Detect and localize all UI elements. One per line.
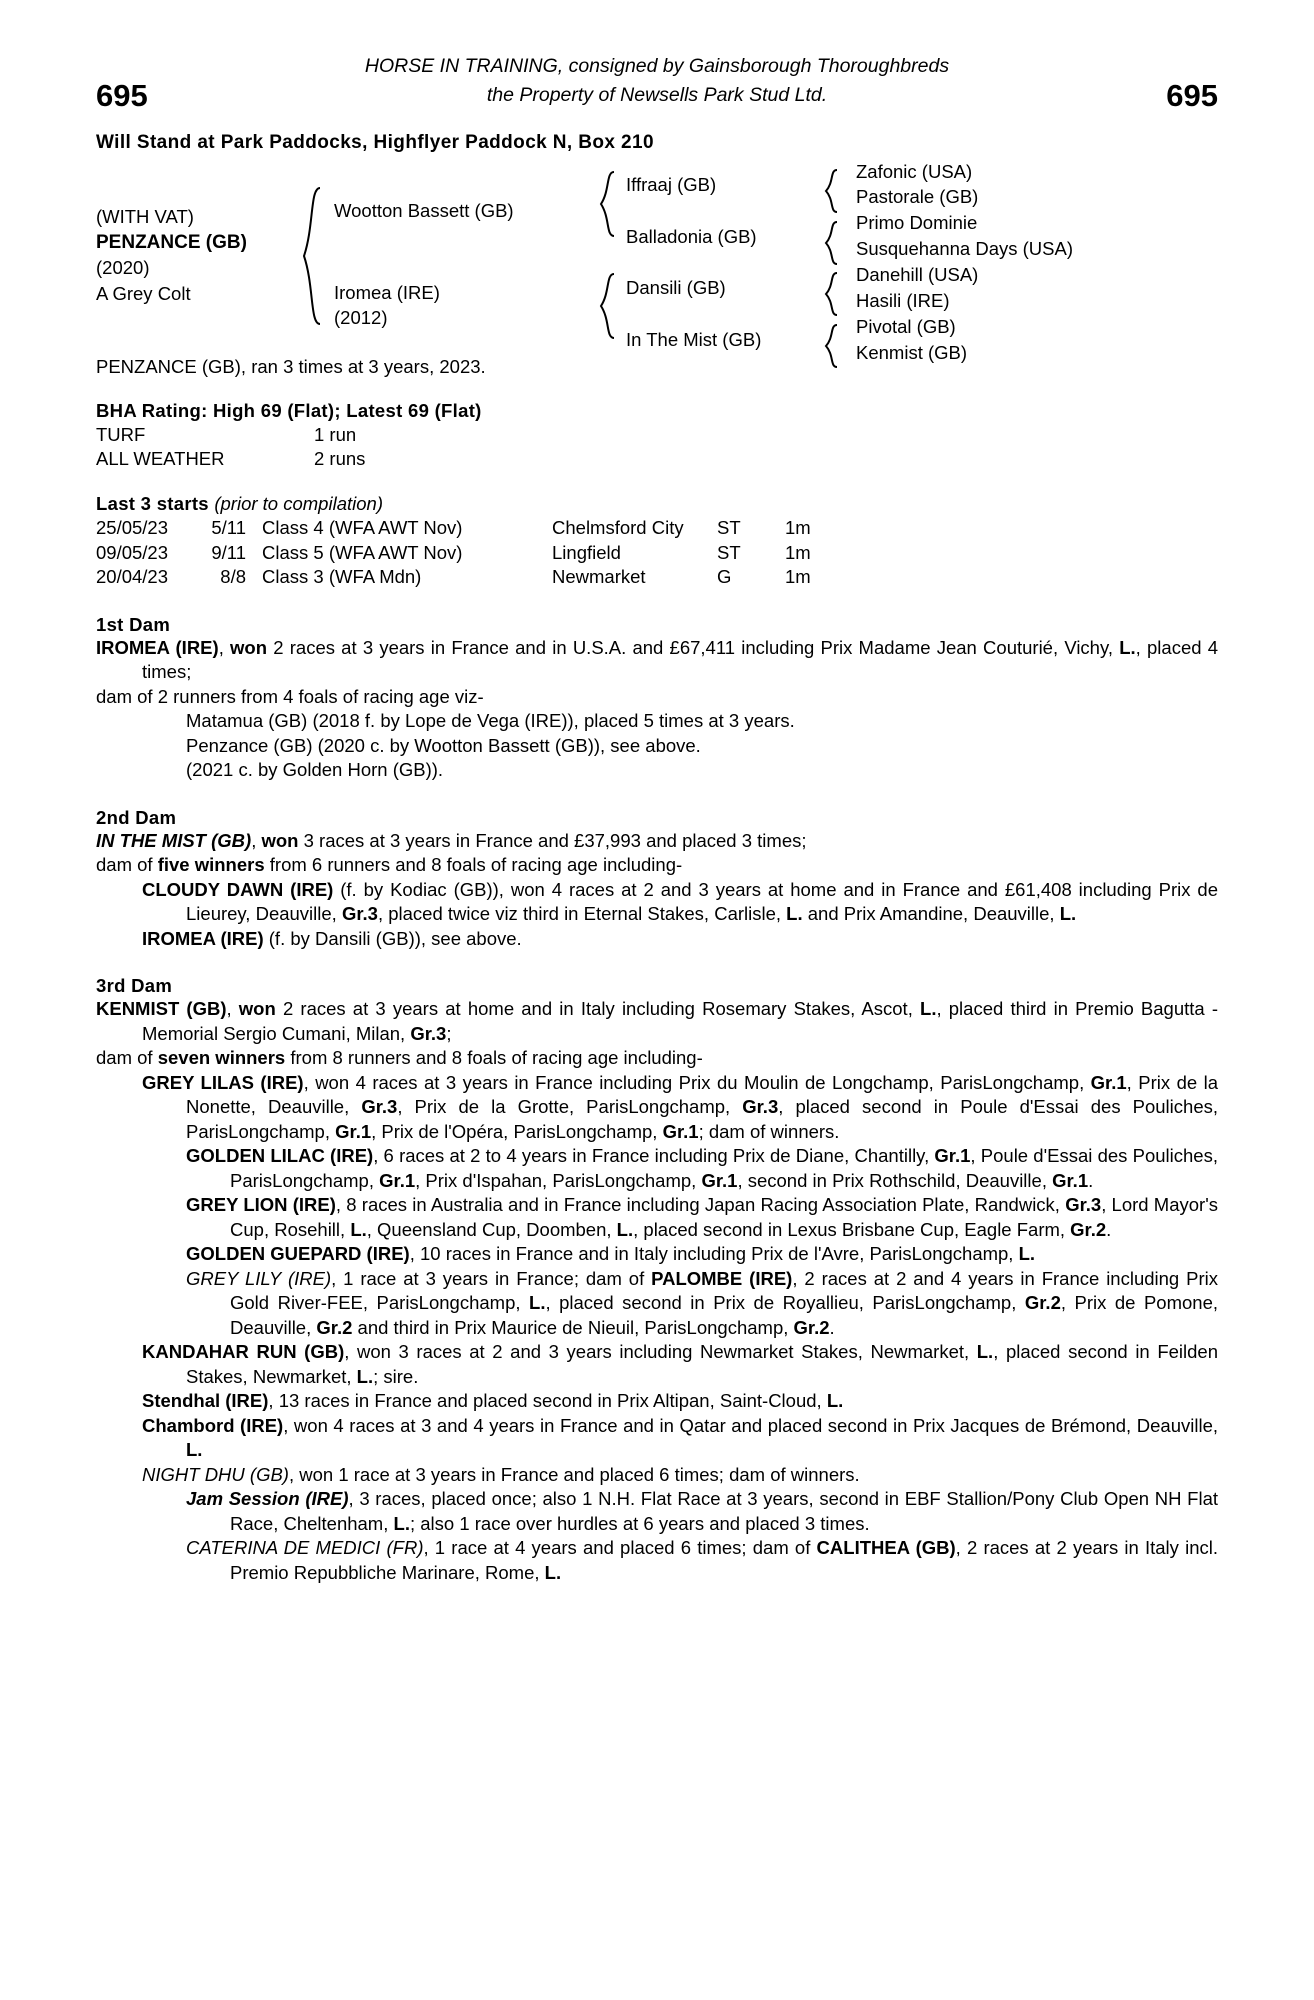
table-row xyxy=(96,447,1218,471)
g4-3: Primo Dominie xyxy=(856,212,978,233)
start-course: Chelmsford City xyxy=(552,517,684,538)
surface-runs-table xyxy=(96,423,1218,471)
g4-1: Zafonic (USA) xyxy=(856,161,973,182)
table-row xyxy=(96,541,1218,566)
g4-5: Danehill (USA) xyxy=(856,264,979,285)
g4-7: Pivotal (GB) xyxy=(856,316,956,337)
progeny-item: GREY LILY (IRE), 1 race at 3 years in France; dam of PALOMBE (IRE), 2 races at 2 and 4 years in France including Prix Gold River-FEE, ParisLongchamp, L., placed second in Prix de Royallieu, ParisLongchamp, Gr.2, Prix de Pomone, Deauville, Gr.2 and third in Prix Maurice de Nieuil, ParisLongchamp, Gr.2. xyxy=(186,1267,1218,1338)
last-starts-table xyxy=(96,516,1218,590)
txt: , xyxy=(226,998,239,1019)
progeny-name: CLOUDY DAWN (IRE) xyxy=(142,878,334,900)
last-starts-heading xyxy=(96,493,1218,515)
progeny-item: Penzance (GB) (2020 c. by Wootton Bassett (GB)), see above. xyxy=(186,734,701,756)
header-line-2: the Property of Newsells Park Stud Ltd. xyxy=(486,84,828,106)
brace-g4-4 xyxy=(822,323,840,369)
second-dam-paragraph xyxy=(96,829,1218,854)
txt: ; xyxy=(446,1022,452,1044)
last-starts-note: (prior to compilation) xyxy=(214,493,383,514)
sire-name: Wootton Bassett (GB) xyxy=(334,200,514,221)
brace-g4-2 xyxy=(822,220,840,266)
lot-number-right: 695 xyxy=(1166,78,1218,113)
surface-label: ALL WEATHER xyxy=(96,448,225,469)
first-dam-name: IROMEA (IRE) xyxy=(96,636,219,658)
header-line-1: HORSE IN TRAINING, consigned by Gainsborough Thoroughbreds xyxy=(364,55,950,77)
brace-level1 xyxy=(296,186,324,326)
progeny-item: NIGHT DHU (GB), won 1 race at 3 years in France and placed 6 times; dam of winners. xyxy=(142,1463,860,1485)
start-distance: 1m xyxy=(785,566,811,587)
txt: from 6 runners and 8 foals of racing age including- xyxy=(264,854,683,875)
start-date: 25/05/23 xyxy=(96,517,169,538)
horse-description: A Grey Colt xyxy=(96,282,191,304)
third-dam-paragraph xyxy=(96,997,1218,1046)
surface-runs: 2 runs xyxy=(314,448,366,469)
start-race: Class 4 (WFA AWT Nov) xyxy=(262,517,463,538)
dam-year: (2012) xyxy=(334,307,388,328)
txt: , placed third in Premio Bagutta - Memorial Sergio Cumani, Milan, xyxy=(142,998,1219,1044)
txt: , placed 4 times; xyxy=(142,636,1219,682)
g4-8: Kenmist (GB) xyxy=(856,342,968,363)
sire-dam: Balladonia (GB) xyxy=(626,226,757,247)
second-dam-name: IN THE MIST (GB) xyxy=(96,829,252,851)
consignor-lines xyxy=(96,52,1218,110)
start-course: Newmarket xyxy=(552,566,646,587)
black-type: L. xyxy=(1119,636,1136,658)
progeny-item xyxy=(96,878,1218,927)
g4-4: Susquehanna Days (USA) xyxy=(856,238,1073,259)
start-going: G xyxy=(717,566,732,587)
pedigree-table xyxy=(96,161,1218,363)
won-label: won xyxy=(230,636,268,658)
txt: , xyxy=(251,829,262,851)
surface-runs: 1 run xyxy=(314,424,357,445)
txt: 2 races at 3 years at home and in Italy including Rosemary Stakes, Ascot, xyxy=(275,998,921,1019)
subject-block xyxy=(96,204,247,306)
start-position: 8/8 xyxy=(220,566,246,587)
dam-sire: Dansili (GB) xyxy=(626,277,726,298)
progeny-item: GREY LION (IRE), 8 races in Australia and in France including Japan Racing Association Plate, Randwick, Gr.3, Lord Mayor's Cup, Rosehill, L., Queensland Cup, Doomben, L., placed second in Lexus Brisbane Cup, Eagle Farm, Gr.2. xyxy=(186,1194,1218,1240)
winners-count: five winners xyxy=(157,854,265,875)
g4-6: Hasili (IRE) xyxy=(856,290,950,311)
txt: dam of xyxy=(96,1047,158,1068)
foaling-year: (2020) xyxy=(96,257,150,278)
brace-g4-3 xyxy=(822,271,840,317)
black-type: L. xyxy=(920,998,937,1019)
surface-label: TURF xyxy=(96,424,146,445)
progeny-text: (f. by Dansili (GB)), see above. xyxy=(263,927,522,949)
progeny-item: GOLDEN GUEPARD (IRE), 10 races in France and in Italy including Prix de l'Avre, ParisLongchamp, L. xyxy=(186,1243,1036,1264)
start-distance: 1m xyxy=(785,541,811,563)
second-dam-damof xyxy=(96,853,1218,878)
txt: , xyxy=(218,636,231,658)
start-course: Lingfield xyxy=(552,541,621,563)
dam-name: Iromea (IRE) xyxy=(334,282,440,303)
second-dam-heading: 2nd Dam xyxy=(96,806,177,828)
brace-g4-1 xyxy=(822,168,840,214)
won-label: won xyxy=(261,829,299,851)
progeny-item xyxy=(96,927,1218,952)
txt: dam of xyxy=(96,854,158,875)
start-going: ST xyxy=(717,517,741,538)
last-starts-title: Last 3 starts xyxy=(96,493,209,514)
start-distance: 1m xyxy=(785,517,811,538)
progeny-item: Matamua (GB) (2018 f. by Lope de Vega (IRE)), placed 5 times at 3 years. xyxy=(186,710,795,731)
bha-rating-heading: BHA Rating: High 69 (Flat); Latest 69 (Flat) xyxy=(96,400,482,421)
lot-number-left: 695 xyxy=(96,78,148,113)
start-date: 20/04/23 xyxy=(96,566,169,587)
progeny-item: GREY LILAS (IRE), won 4 races at 3 years in France including Prix du Moulin de Longchamp, ParisLongchamp, Gr.1, Prix de la Nonette, Deauville, Gr.3, Prix de la Grotte, ParisLongchamp, Gr.3, placed second in Poule d'Essai des Pouliches, ParisLongchamp, Gr.1, Prix de l'Opéra, ParisLongchamp, Gr.1; dam of winners. xyxy=(142,1071,1218,1142)
black-type: Gr.3 xyxy=(410,1022,447,1044)
txt: 3 races at 3 years in France and £37,993 and placed 3 times; xyxy=(298,829,807,851)
dam-dam: In The Mist (GB) xyxy=(626,329,762,350)
start-position: 9/11 xyxy=(211,541,246,563)
start-race: Class 3 (WFA Mdn) xyxy=(262,566,422,587)
progeny-item: Stendhal (IRE), 13 races in France and placed second in Prix Altipan, Saint-Cloud, L. xyxy=(142,1390,844,1411)
progeny-item: GOLDEN LILAC (IRE), 6 races at 2 to 4 years in France including Prix de Diane, Chantilly, Gr.1, Poule d'Essai des Pouliches, ParisLongchamp, Gr.1, Prix d'Ispahan, ParisLongchamp, Gr.1, second in Prix Rothschild, Deauville, Gr.1. xyxy=(186,1145,1218,1191)
progeny-item: (2021 c. by Golden Horn (GB)). xyxy=(186,759,444,780)
table-row xyxy=(96,565,1218,590)
third-dam-damof xyxy=(96,1046,1218,1071)
sire-sire: Iffraaj (GB) xyxy=(626,174,717,195)
progeny-item: Jam Session (IRE), 3 races, placed once; also 1 N.H. Flat Race at 3 years, second in EBF Stallion/Pony Club Open NH Flat Race, Cheltenham, L.; also 1 race over hurdles at 6 years and placed 3 times. xyxy=(186,1488,1219,1534)
first-dam-heading: 1st Dam xyxy=(96,613,171,635)
page-header xyxy=(96,52,1218,126)
progeny-name: IROMEA (IRE) xyxy=(142,927,264,949)
progeny-item: CATERINA DE MEDICI (FR), 1 race at 4 years and placed 6 times; dam of CALITHEA (GB), 2 races at 2 years in Italy incl. Premio Repubbliche Marinare, Rome, L. xyxy=(186,1537,1218,1583)
winners-count: seven winners xyxy=(157,1047,286,1068)
vat-note: (WITH VAT) xyxy=(96,206,194,227)
txt: from 8 runners and 8 foals of racing age including- xyxy=(285,1047,703,1068)
third-dam-heading: 3rd Dam xyxy=(96,975,173,996)
table-row xyxy=(96,423,1218,447)
first-dam-damof: dam of 2 runners from 4 foals of racing age viz- xyxy=(96,685,484,707)
brace-sire xyxy=(596,170,618,238)
start-going: ST xyxy=(717,541,741,563)
table-row xyxy=(96,516,1218,541)
stabling-line: Will Stand at Park Paddocks, Highflyer Paddock N, Box 210 xyxy=(96,132,654,153)
brace-dam xyxy=(596,272,618,340)
start-date: 09/05/23 xyxy=(96,541,169,563)
run-summary: PENZANCE (GB), ran 3 times at 3 years, 2023. xyxy=(96,356,486,377)
txt: 2 races at 3 years in France and in U.S.A. and £67,411 including Prix Madame Jean Couturié, Vichy, xyxy=(267,636,1120,658)
horse-name: PENZANCE (GB) xyxy=(96,231,247,253)
third-dam-name: KENMIST (GB) xyxy=(96,998,227,1019)
won-label: won xyxy=(238,998,276,1019)
g4-2: Pastorale (GB) xyxy=(856,186,979,207)
start-position: 5/11 xyxy=(211,517,246,538)
progeny-text: (f. by Kodiac (GB)), won 4 races at 2 and 3 years at home and in France and £61,408 including Prix de Lieurey, Deauville, Gr.3, placed twice viz third in Eternal Stakes, Carlisle, L. and Prix Amandine, Deauville, L. xyxy=(186,878,1218,924)
progeny-item: KANDAHAR RUN (GB), won 3 races at 2 and 3 years including Newmarket Stakes, Newmarket, L., placed second in Feilden Stakes, Newmarket, L.; sire. xyxy=(142,1341,1218,1387)
progeny-item: Chambord (IRE), won 4 races at 3 and 4 years in France and in Qatar and placed second in Prix Jacques de Brémond, Deauville, L. xyxy=(142,1414,1218,1460)
start-race: Class 5 (WFA AWT Nov) xyxy=(262,541,463,563)
first-dam-paragraph xyxy=(96,636,1218,685)
